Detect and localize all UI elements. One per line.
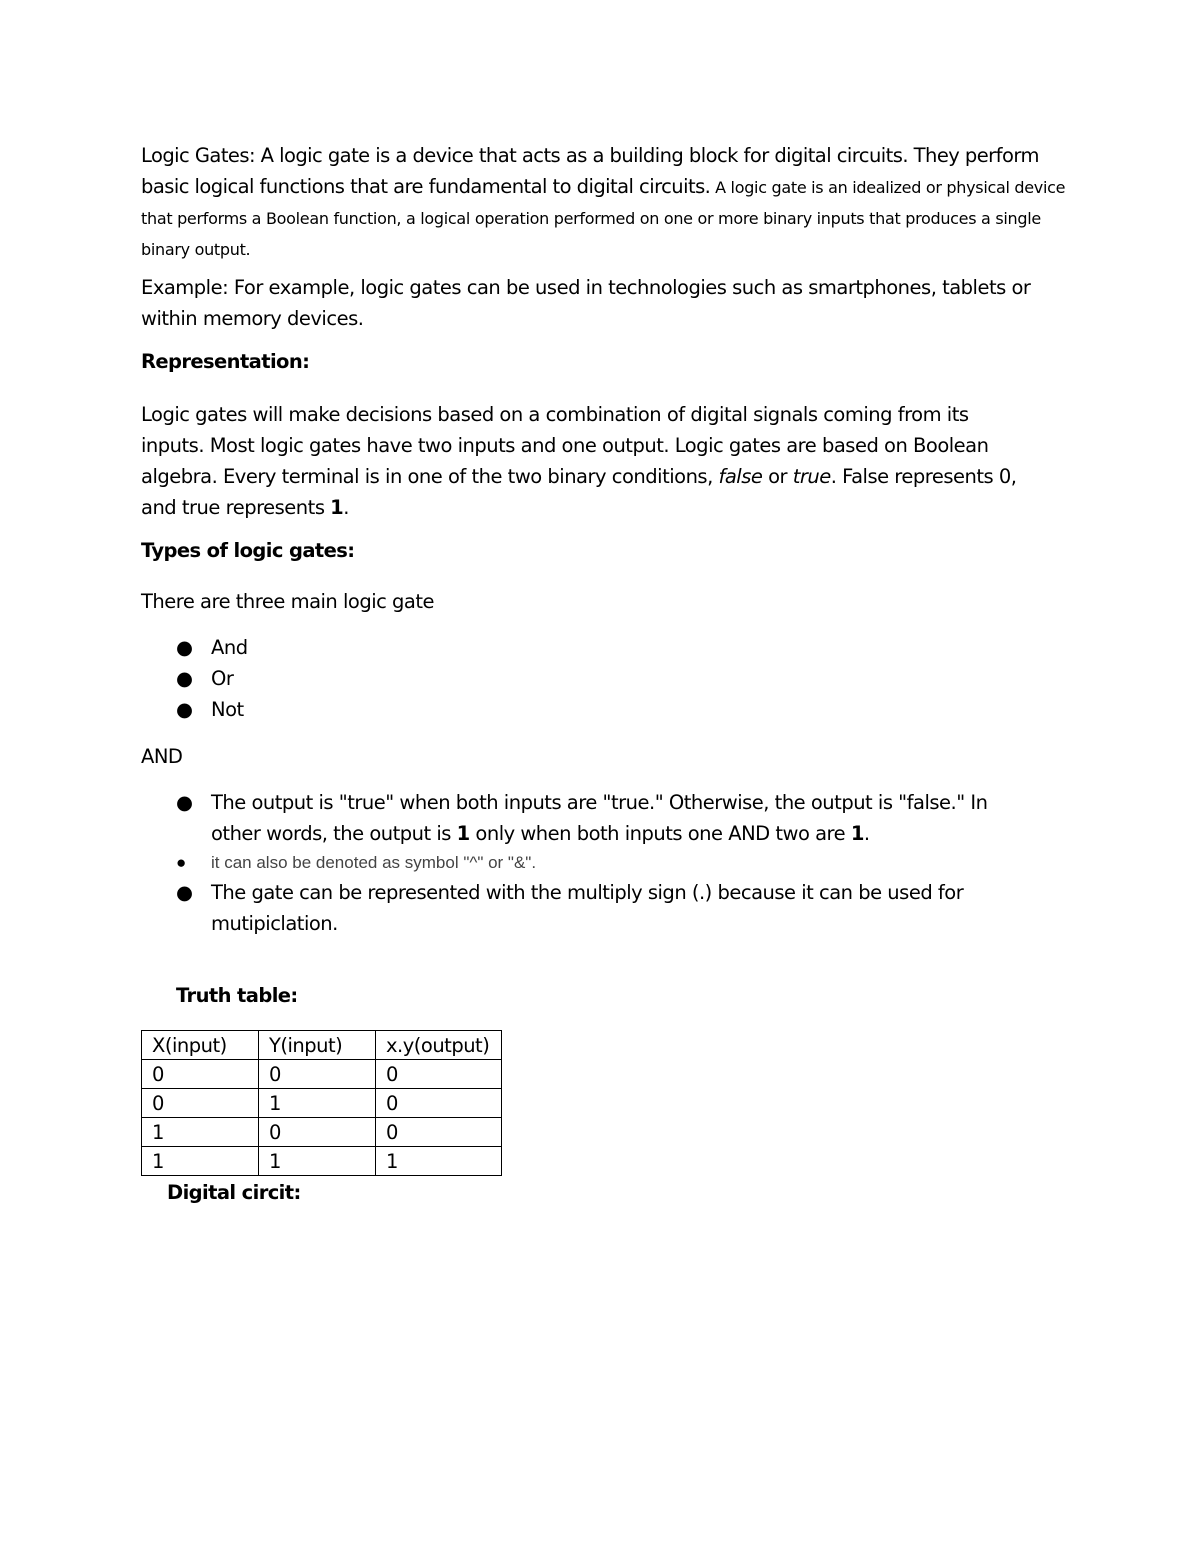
list-item: ● it can also be denoted as symbol "^" or "&". xyxy=(141,849,1041,877)
representation-text-1: Logic gates will make decisions based on a combination of digital signals coming from its inputs. Most logic gates have two inputs and one output. Logic gates are based on Boolean algebra. Every terminal is in one of the two binary conditions, xyxy=(141,403,989,488)
bullet-icon: ● xyxy=(176,791,193,814)
representation-one: 1 xyxy=(330,496,344,519)
table-header-cell: X(input) xyxy=(142,1031,259,1060)
representation-paragraph xyxy=(141,399,1031,523)
representation-text-2: . False represents 0, and true represents xyxy=(141,465,1017,519)
table-cell: 0 xyxy=(259,1118,376,1147)
false-word: false xyxy=(718,465,763,488)
types-list xyxy=(141,632,1081,725)
example-paragraph xyxy=(141,272,1041,334)
table-header-cell: x.y(output) xyxy=(376,1031,502,1060)
table-cell: 0 xyxy=(142,1089,259,1118)
table-row xyxy=(142,1060,502,1089)
table-row xyxy=(142,1089,502,1118)
list-item: ● The output is "true" when both inputs are "true." Otherwise, the output is "false." In other words, the output is 1 only when both inputs one AND two are 1. xyxy=(141,787,1041,849)
table-cell: 1 xyxy=(142,1118,259,1147)
types-intro-block xyxy=(141,586,1081,617)
table-cell: 1 xyxy=(376,1147,502,1176)
bullet-icon: ● xyxy=(176,667,193,690)
table-header-row xyxy=(142,1031,502,1060)
true-word: true xyxy=(792,465,831,488)
bullet-icon: ● xyxy=(176,881,193,904)
table-cell: 0 xyxy=(376,1089,502,1118)
table-header-cell: Y(input) xyxy=(259,1031,376,1060)
types-section xyxy=(141,539,1081,562)
truth-table-section xyxy=(176,984,1116,1007)
table-row xyxy=(142,1147,502,1176)
intro-lead: Logic Gates: A logic gate is a device that acts as a building block for digital circuits. They perform basic logical functions that are fundamental to digital circuits. xyxy=(141,144,1039,198)
table-row xyxy=(142,1118,502,1147)
table-cell: 1 xyxy=(259,1089,376,1118)
representation-heading: Representation: xyxy=(141,350,310,373)
list-item: ● And xyxy=(141,632,1081,663)
bullet-icon: ● xyxy=(176,853,187,872)
table-cell: 0 xyxy=(376,1060,502,1089)
digital-circuit-heading: Digital circit: xyxy=(167,1181,301,1204)
bullet-icon: ● xyxy=(176,636,193,659)
list-item: ● Or xyxy=(141,663,1081,694)
intro-paragraph xyxy=(141,140,1081,264)
representation-end: . xyxy=(343,496,349,519)
and-heading: AND xyxy=(141,745,183,768)
and-section xyxy=(141,741,1081,772)
table-cell: 0 xyxy=(142,1060,259,1089)
table-cell: 1 xyxy=(259,1147,376,1176)
or-word: or xyxy=(762,465,793,488)
list-item: ● The gate can be represented with the multiply sign (.) because it can be used for mutipiclation. xyxy=(141,877,1041,939)
table-cell: 0 xyxy=(259,1060,376,1089)
types-heading: Types of logic gates: xyxy=(141,539,355,562)
bullet-icon: ● xyxy=(176,698,193,721)
truth-table xyxy=(141,1030,502,1176)
table-cell: 1 xyxy=(142,1147,259,1176)
truth-table-heading: Truth table: xyxy=(176,984,298,1007)
and-list xyxy=(141,787,1041,939)
representation-section xyxy=(141,350,1081,373)
table-cell: 0 xyxy=(376,1118,502,1147)
list-item: ● Not xyxy=(141,694,1081,725)
example-text: Example: For example, logic gates can be used in technologies such as smartphones, tablets or within memory devices. xyxy=(141,276,1031,330)
digital-circuit-section xyxy=(167,1181,1107,1204)
intro-tail: A logic gate is an idealized or physical device that performs a Boolean function, a logical operation performed on one or more binary inputs that produces a single binary output. xyxy=(141,178,1066,259)
types-intro: There are three main logic gate xyxy=(141,590,435,613)
